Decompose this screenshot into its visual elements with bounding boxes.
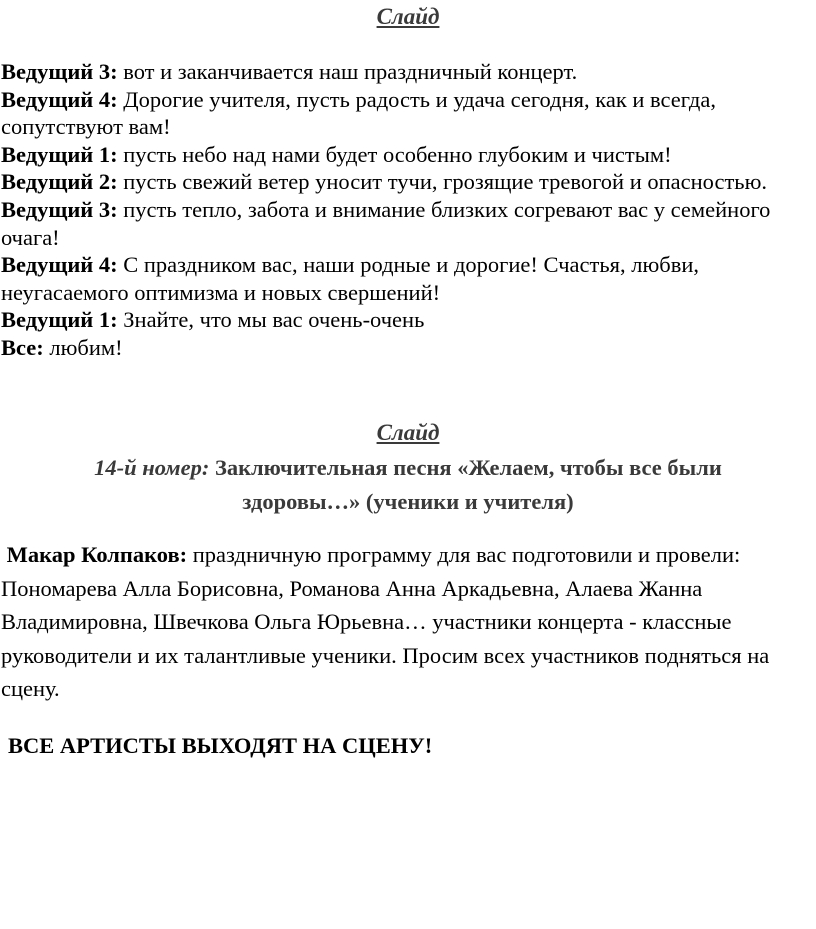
line-text: С праздником вас, наши родные и дорогие! Счастья, любви, неугасаемого оптимизма и новых свершений! [1, 252, 699, 305]
speaker: Макар Колпаков: [6, 542, 188, 567]
speaker: Ведущий 4: [1, 86, 118, 112]
slide-heading: Слайд [376, 4, 440, 29]
closing-paragraph [1, 538, 813, 706]
song-announcement [40, 451, 776, 519]
song-number: 14-й номер: [94, 455, 210, 480]
dialog-line [1, 86, 801, 141]
line-text: пусть небо над нами будет особенно глубоким и чистым! [117, 141, 672, 167]
song-title: Заключительная песня «Желаем, чтобы все были здоровы…» (ученики и учителя) [209, 455, 722, 514]
line-text: Знайте, что мы вас очень-очень [117, 307, 425, 333]
dialog-line [1, 306, 801, 334]
speaker: Ведущий 3: [1, 196, 118, 222]
dialog-block [1, 58, 801, 362]
final-stage-direction: ВСЕ АРТИСТЫ ВЫХОДЯТ НА СЦЕНУ! [8, 733, 433, 758]
speaker: Ведущий 1: [1, 307, 118, 333]
speaker: Ведущий 3: [1, 59, 118, 84]
dialog-line [1, 168, 801, 196]
line-text: вот и заканчивается наш праздничный концерт. [117, 59, 578, 84]
dialog-line [1, 141, 801, 169]
line-text: любим! [43, 334, 123, 360]
closing-text: праздничную программу для вас подготовили и провели: Пономарева Алла Борисовна, Романова Анна Аркадьевна, Алаева Жанна Владимировна, Швечкова Ольга Юрьевна… участники концерта - классные руководители и их талантливые ученики. Просим всех участников подняться на сцену. [1, 542, 770, 701]
dialog-line [1, 196, 801, 251]
dialog-line [1, 251, 801, 306]
line-text: Дорогие учителя, пусть радость и удача сегодня, как и всегда, сопутствуют вам! [1, 86, 716, 140]
speaker: Все: [1, 334, 44, 360]
speaker: Ведущий 2: [1, 169, 118, 195]
dialog-line [1, 334, 801, 362]
speaker: Ведущий 1: [1, 141, 118, 167]
dialog-line [1, 58, 801, 86]
line-text: пусть свежий ветер уносит тучи, грозящие тревогой и опасностью. [117, 169, 768, 195]
line-text: пусть тепло, забота и внимание близких согревают вас у семейного очага! [1, 196, 771, 250]
speaker: Ведущий 4: [1, 252, 118, 278]
slide-heading: Слайд [376, 420, 440, 445]
